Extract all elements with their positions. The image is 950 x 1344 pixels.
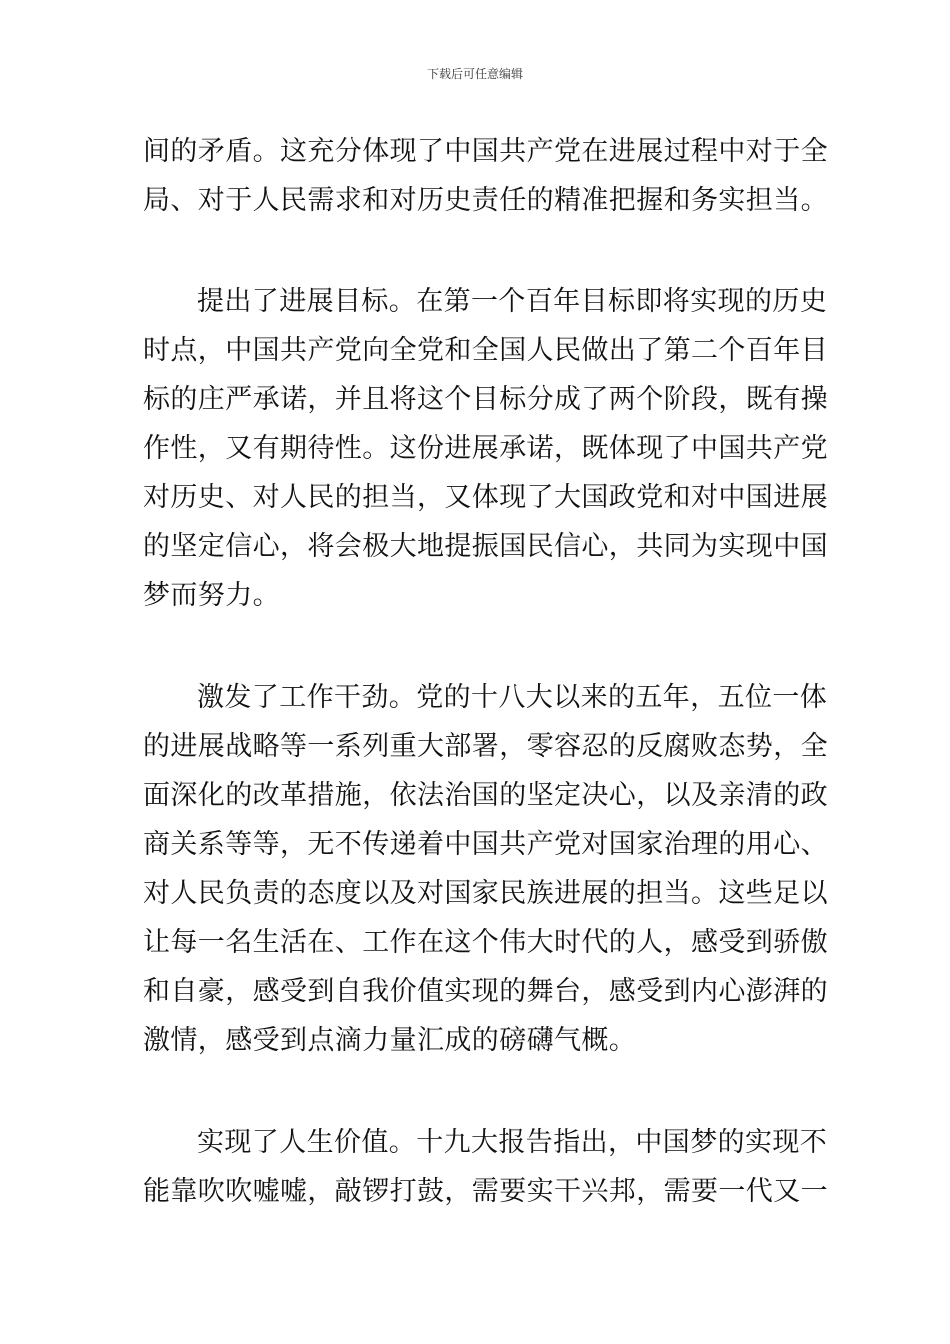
text-line: 梦而努力。 <box>143 580 280 611</box>
text-line: 激发了工作干劲。党的十八大以来的五年，五位一体 <box>197 682 828 713</box>
text-line: 间的矛盾。这充分体现了中国共产党在进展过程中对于全 <box>143 136 828 167</box>
text-line: 标的庄严承诺，并且将这个目标分成了两个阶段，既有操 <box>143 384 828 415</box>
text-line: 对历史、对人民的担当，又体现了大国政党和对中国进展 <box>143 482 828 513</box>
text-line: 的坚定信心，将会极大地提振国民信心，共同为实现中国 <box>143 531 828 562</box>
text-line: 时点，中国共产党向全党和全国人民做出了第二个百年目 <box>143 335 828 366</box>
text-line: 作性，又有期待性。这份进展承诺，既体现了中国共产党 <box>143 433 828 464</box>
text-line: 面深化的改革措施，依法治国的坚定决心，以及亲清的政 <box>143 780 828 811</box>
paragraph-development-goal <box>143 277 828 620</box>
text-line: 对人民负责的态度以及对国家民族进展的担当。这些足以 <box>143 878 828 909</box>
paragraph-life-value <box>143 1118 828 1216</box>
text-line: 激情，感受到点滴力量汇成的磅礴气概。 <box>143 1025 637 1056</box>
text-line: 提出了进展目标。在第一个百年目标即将实现的历史 <box>197 286 828 317</box>
text-line: 的进展战略等一系列重大部署，零容忍的反腐败态势，全 <box>143 731 828 762</box>
text-line: 局、对于人民需求和对历史责任的精准把握和务实担当。 <box>143 185 828 216</box>
text-line: 和自豪，感受到自我价值实现的舞台，感受到内心澎湃的 <box>143 976 828 1007</box>
text-line: 让每一名生活在、工作在这个伟大时代的人，感受到骄傲 <box>143 927 828 958</box>
text-line: 商关系等等，无不传递着中国共产党对国家治理的用心、 <box>143 829 828 860</box>
paragraph-work-drive <box>143 673 828 1065</box>
page-header: 下载后可任意编辑 <box>426 67 523 81</box>
paragraph-continuation <box>143 127 828 225</box>
text-line: 能靠吹吹嘘嘘，敲锣打鼓，需要实干兴邦，需要一代又一 <box>143 1176 828 1207</box>
text-line: 实现了人生价值。十九大报告指出，中国梦的实现不 <box>197 1127 828 1158</box>
